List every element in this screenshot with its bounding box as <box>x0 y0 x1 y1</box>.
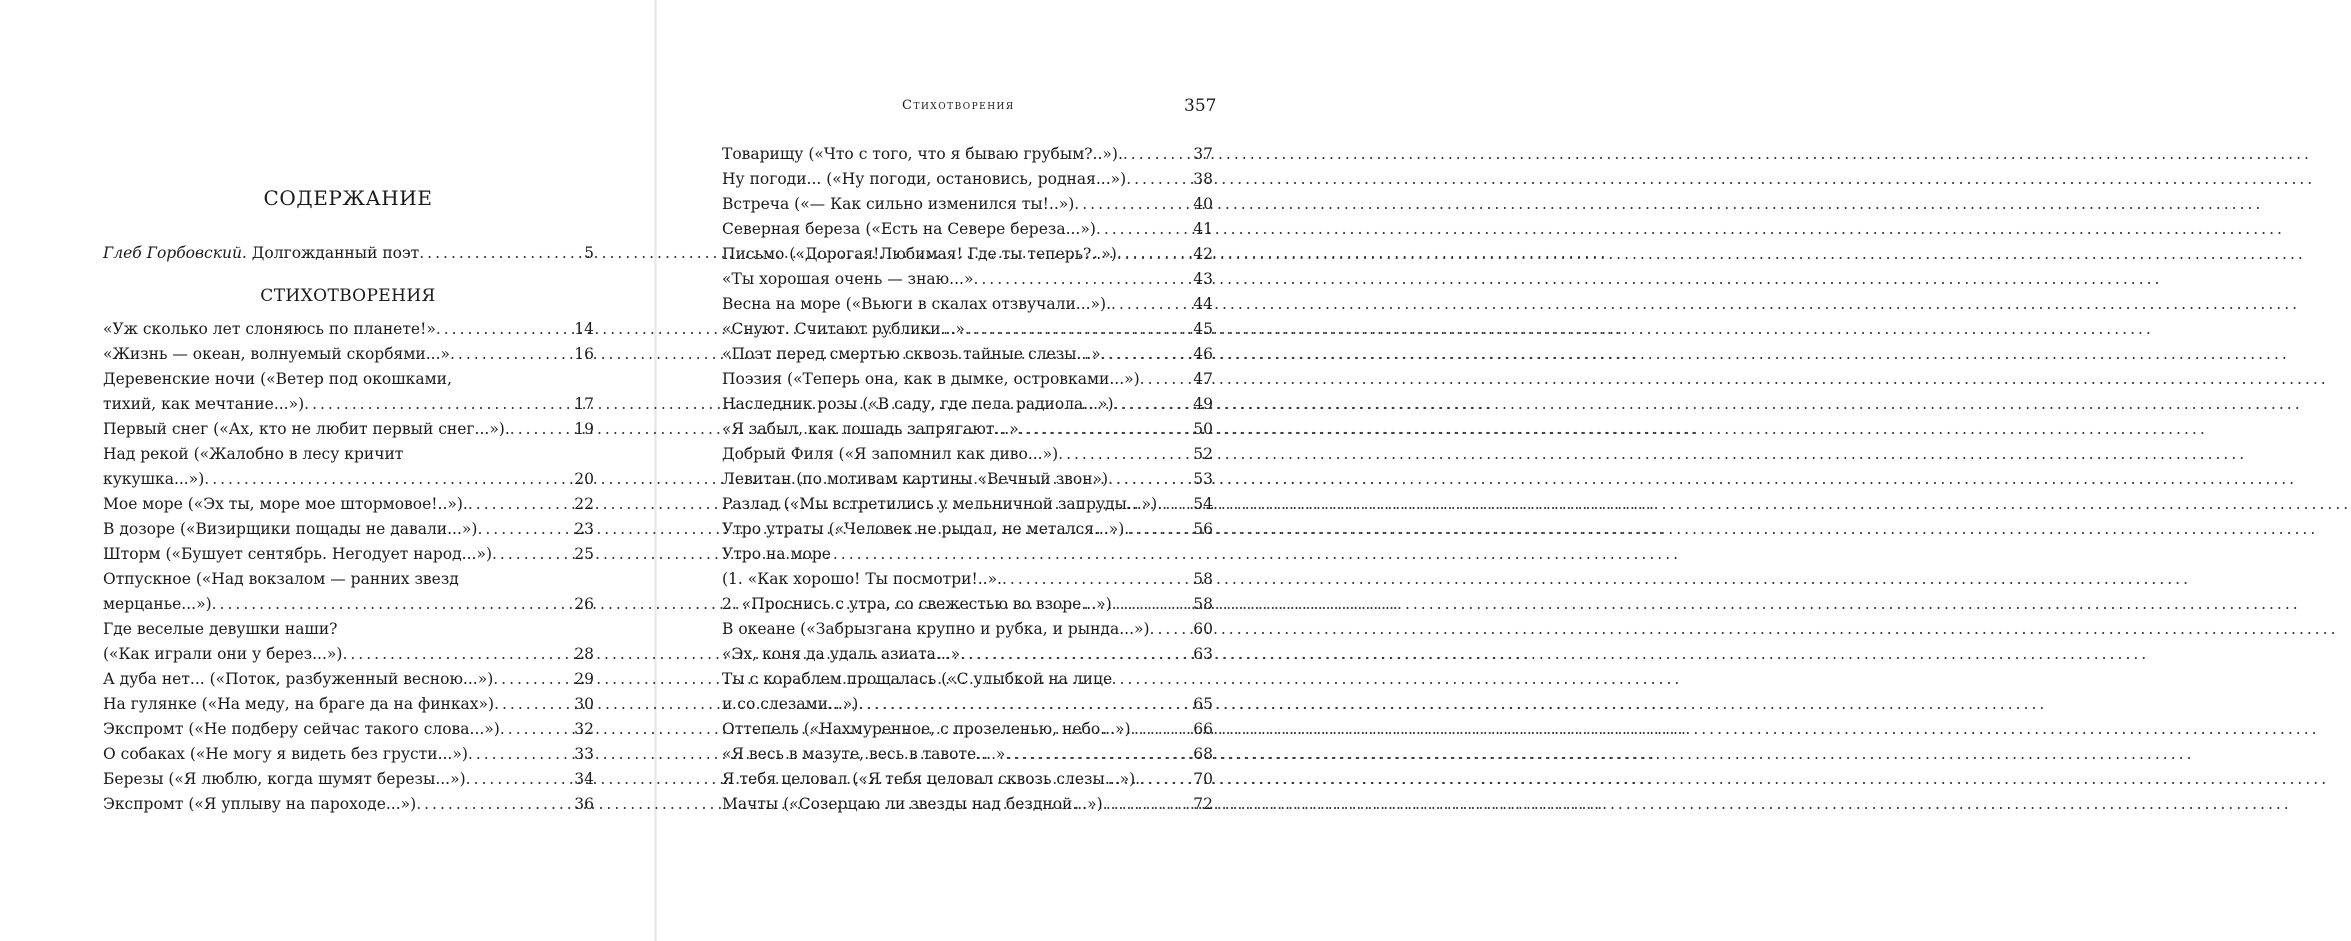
toc-entry-title: Товарищу («Что с того, что я бываю грубым?..»). <box>722 145 1123 163</box>
toc-entry-title: А дуба нет... («Поток, разбуженный весною...») <box>103 670 494 688</box>
toc-entry-page: 36 <box>574 795 594 813</box>
leader-dots <box>416 792 572 817</box>
toc-entry-title: Первый снег («Ах, кто не любит первый снег...»). <box>103 420 510 438</box>
toc-entry-title: Разлад («Мы встретились у мельничной запруды...»). <box>722 495 1163 513</box>
toc-entry-title-line: Ты с кораблем прощалась («С улыбкой на лице <box>722 670 1113 688</box>
toc-entry <box>722 542 1213 592</box>
page-number: 357 <box>1184 96 1217 116</box>
leader-dots <box>494 692 572 717</box>
toc-entry <box>722 467 1213 492</box>
toc-entry-page: 32 <box>574 720 594 738</box>
toc-entry-page: 66 <box>1193 720 1213 738</box>
intro-title: Долгожданный поэт <box>251 244 420 262</box>
toc-entry <box>103 617 594 667</box>
toc-entry-title: «Уж сколько лет слоняюсь по планете!» <box>103 320 436 338</box>
toc-list-right <box>722 142 1213 817</box>
toc-entry-intro <box>103 241 594 266</box>
toc-list-left <box>103 317 594 817</box>
toc-entry-page: 50 <box>1193 420 1213 438</box>
leader-dots <box>973 267 1191 292</box>
toc-entry <box>722 592 1213 617</box>
leader-dots <box>960 642 1191 667</box>
toc-entry <box>103 367 594 417</box>
left-page <box>0 0 654 941</box>
toc-entry-page: 25 <box>574 545 594 563</box>
toc-entry-title: Добрый Филя («Я запомнил как диво...») <box>722 445 1059 463</box>
toc-entry <box>722 267 1213 292</box>
leader-dots <box>419 241 582 266</box>
intro-author: Глеб Горбовский. <box>103 244 247 262</box>
toc-entry-title: «Ты хорошая очень — знаю...» <box>722 270 974 288</box>
toc-entry-page: 58 <box>1193 570 1213 588</box>
toc-entry <box>722 217 1213 242</box>
toc-entry-title: Северная береза («Есть на Севере береза...») <box>722 220 1096 238</box>
toc-entry-title: «Жизнь — океан, волнуемый скорбями...» <box>103 345 450 363</box>
toc-entry <box>722 367 1213 392</box>
toc-entry <box>722 617 1213 642</box>
toc-entry <box>722 167 1213 192</box>
toc-entry <box>103 717 594 742</box>
leader-dots <box>1108 467 1191 492</box>
toc-entry-page: 22 <box>574 495 594 513</box>
toc-entry <box>722 517 1213 542</box>
leader-dots <box>1131 717 1192 742</box>
toc-entry-title: кукушка...») <box>103 470 205 488</box>
right-page <box>657 0 1318 941</box>
toc-entry <box>103 317 594 342</box>
toc-entry-page: 34 <box>574 770 594 788</box>
toc-entry-page: 65 <box>1193 695 1213 713</box>
toc-entry <box>722 492 1213 517</box>
toc-entry-title-line: Над рекой («Жалобно в лесу кричит <box>103 445 404 463</box>
leader-dots <box>492 542 572 567</box>
toc-entry-title: 2. «Проснись с утра, со свежестью во взоре...») <box>722 595 1112 613</box>
leader-dots <box>1096 217 1191 242</box>
toc-entry-title: Экспромт («Не подберу сейчас такого слова...») <box>103 720 500 738</box>
toc-entry-page: 47 <box>1193 370 1213 388</box>
leader-dots <box>1140 367 1192 392</box>
leader-dots <box>450 342 572 367</box>
toc-entry <box>722 192 1213 217</box>
toc-entry-page: 16 <box>574 345 594 363</box>
leader-dots <box>468 492 572 517</box>
leader-dots <box>1150 617 1192 642</box>
leader-dots <box>1129 517 1191 542</box>
toc-entry <box>722 742 1213 767</box>
toc-entry-page: 37 <box>1193 145 1213 163</box>
toc-entry-page: 42 <box>1193 245 1213 263</box>
toc-entry-page: 41 <box>1193 220 1213 238</box>
toc-entry-title: Экспромт («Я уплыву на пароходе...») <box>103 795 417 813</box>
leader-dots <box>1074 192 1191 217</box>
toc-entry-page: 30 <box>574 695 594 713</box>
toc-entry-title-line: Где веселые девушки наши? <box>103 620 338 638</box>
leader-dots <box>477 517 572 542</box>
leader-dots <box>304 392 572 417</box>
toc-entry-page: 26 <box>574 595 594 613</box>
toc-entry-page: 38 <box>1193 170 1213 188</box>
toc-entry <box>722 442 1213 467</box>
toc-entry-title: «Я забыл, как лошадь запрягают...» <box>722 420 1019 438</box>
toc-entry-page: 45 <box>1193 320 1213 338</box>
toc-entry <box>103 492 594 517</box>
toc-entry-title: О собаках («Не могу я видеть без грусти...») <box>103 745 468 763</box>
toc-entry-page: 52 <box>1193 445 1213 463</box>
leader-dots <box>1058 442 1191 467</box>
toc-entry-page: 60 <box>1193 620 1213 638</box>
toc-entry-page: 72 <box>1193 795 1213 813</box>
toc-entry-title: Шторм («Бушует сентябрь. Негодует народ...») <box>103 545 492 563</box>
intro-list <box>103 241 594 266</box>
leader-dots <box>1005 742 1191 767</box>
toc-entry-title-line: Отпускное («Над вокзалом — ранних звезд <box>103 570 459 588</box>
toc-entry-title: «Я весь в мазуте, весь в тавоте... » <box>722 745 1006 763</box>
leader-dots <box>1140 767 1191 792</box>
toc-entry-title: На гулянке («На меду, на браге да на финках») <box>103 695 495 713</box>
toc-entry-page: 54 <box>1193 495 1213 513</box>
leader-dots <box>965 317 1191 342</box>
toc-entry-title: Утро утраты («Человек не рыдал, не метался...»). <box>722 520 1130 538</box>
toc-entry <box>103 417 594 442</box>
toc-entry <box>722 292 1213 317</box>
toc-entry-page: 70 <box>1193 770 1213 788</box>
leader-dots <box>1117 242 1192 267</box>
toc-entry <box>722 717 1213 742</box>
toc-entry-title-line: Деревенские ночи («Ветер под окошками, <box>103 370 452 388</box>
leader-dots <box>500 717 572 742</box>
toc-entry-title: Ну погоди... («Ну погоди, остановись, родная...») <box>722 170 1127 188</box>
toc-entry <box>103 442 594 492</box>
toc-entry <box>722 767 1213 792</box>
toc-entry <box>722 317 1213 342</box>
toc-entry <box>103 742 594 767</box>
toc-entry-page: 63 <box>1193 645 1213 663</box>
toc-entry-title: «Эх, коня да удаль азиата...» <box>722 645 961 663</box>
poems-section-title: СТИХОТВОРЕНИЯ <box>260 286 436 306</box>
toc-entry <box>103 667 594 692</box>
toc-entry-title: тихий, как мечтание...») <box>103 395 305 413</box>
toc-entry-page: 19 <box>574 420 594 438</box>
leader-dots <box>212 592 573 617</box>
leader-dots <box>1103 792 1192 817</box>
toc-entry <box>103 542 594 567</box>
toc-entry-title: (1. «Как хорошо! Ты посмотри!..». <box>722 570 1002 588</box>
toc-entry-title: Березы («Я люблю, когда шумят березы...») <box>103 770 466 788</box>
toc-entry <box>103 792 594 817</box>
toc-entry-page: 23 <box>574 520 594 538</box>
toc-entry-title: Поэзия («Теперь она, как в дымке, островками...») <box>722 370 1140 388</box>
toc-entry-page: 46 <box>1193 345 1213 363</box>
leader-dots <box>510 417 572 442</box>
toc-entry <box>103 767 594 792</box>
toc-entry <box>722 392 1213 417</box>
leader-dots <box>1112 592 1192 617</box>
toc-entry-page: 40 <box>1193 195 1213 213</box>
toc-entry-title-line: Утро на море <box>722 545 831 563</box>
leader-dots <box>493 667 572 692</box>
toc-entry <box>722 417 1213 442</box>
toc-entry-title: Оттепель («Нахмуренное, с прозеленью, небо...») <box>722 720 1131 738</box>
toc-entry-title: Встреча («— Как сильно изменился ты!..») <box>722 195 1075 213</box>
toc-entry <box>722 142 1213 167</box>
leader-dots <box>1126 167 1191 192</box>
toc-entry <box>722 667 1213 717</box>
leader-dots <box>342 642 572 667</box>
toc-entry-page: 28 <box>574 645 594 663</box>
leader-dots <box>1101 342 1191 367</box>
leader-dots <box>1002 567 1191 592</box>
toc-entry-page: 53 <box>1193 470 1213 488</box>
toc-entry-page: 33 <box>574 745 594 763</box>
leader-dots <box>468 742 572 767</box>
toc-entry-title: и со слезами...») <box>722 695 859 713</box>
toc-entry <box>722 242 1213 267</box>
toc-entry-page: 58 <box>1193 595 1213 613</box>
contents-title: СОДЕРЖАНИЕ <box>263 186 433 210</box>
toc-entry-title: Весна на море («Вьюги в скалах отзвучали...»). <box>722 295 1112 313</box>
toc-entry-title: Я тебя целовал («Я тебя целовал сквозь слезы...»). <box>722 770 1141 788</box>
running-head: Стихотворения <box>902 98 1015 113</box>
toc-entry-title: Письмо («Дорогая!Любимая! Где ты теперь?..») <box>722 245 1117 263</box>
leader-dots <box>204 467 572 492</box>
toc-entry-page: 56 <box>1193 520 1213 538</box>
toc-entry-title: «Поэт перед смертью сквозь тайные слезы...» <box>722 345 1101 363</box>
toc-entry-title: Мачты («Созерцаю ли звезды над бездной...») <box>722 795 1103 813</box>
toc-entry <box>103 692 594 717</box>
toc-entry-page: 49 <box>1193 395 1213 413</box>
toc-entry-title: Левитан (по мотивам картины «Вечный звон») <box>722 470 1109 488</box>
leader-dots <box>436 317 572 342</box>
toc-entry-title: мерцанье...») <box>103 595 212 613</box>
toc-entry <box>103 567 594 617</box>
leader-dots <box>858 692 1191 717</box>
leader-dots <box>1111 292 1191 317</box>
intro-page-number: 5 <box>584 244 594 262</box>
toc-entry <box>103 517 594 542</box>
leader-dots <box>1019 417 1192 442</box>
toc-entry-page: 44 <box>1193 295 1213 313</box>
toc-entry-page: 68 <box>1193 745 1213 763</box>
toc-entry-page: 43 <box>1193 270 1213 288</box>
toc-entry-page: 17 <box>574 395 594 413</box>
toc-entry-page: 14 <box>574 320 594 338</box>
leader-dots <box>466 767 573 792</box>
toc-entry-title: В дозоре («Визирщики пощады не давали...») <box>103 520 478 538</box>
toc-entry-title: Наследник розы («В саду, где пела радиола...») <box>722 395 1114 413</box>
toc-entry <box>722 342 1213 367</box>
toc-entry-title: «Снуют. Считают рублики...» <box>722 320 965 338</box>
toc-entry-title: В океане («Забрызгана крупно и рубка, и рында...») <box>722 620 1150 638</box>
toc-entry-page: 20 <box>574 470 594 488</box>
toc-entry-title: Мое море («Эх ты, море мое штормовое!..»). <box>103 495 468 513</box>
leader-dots <box>1123 142 1191 167</box>
toc-entry <box>722 642 1213 667</box>
toc-entry-page: 29 <box>574 670 594 688</box>
toc-entry <box>722 792 1213 817</box>
toc-entry-title: («Как играли они у берез...») <box>103 645 343 663</box>
toc-entry <box>103 342 594 367</box>
leader-dots <box>1162 492 1191 517</box>
leader-dots <box>1114 392 1192 417</box>
